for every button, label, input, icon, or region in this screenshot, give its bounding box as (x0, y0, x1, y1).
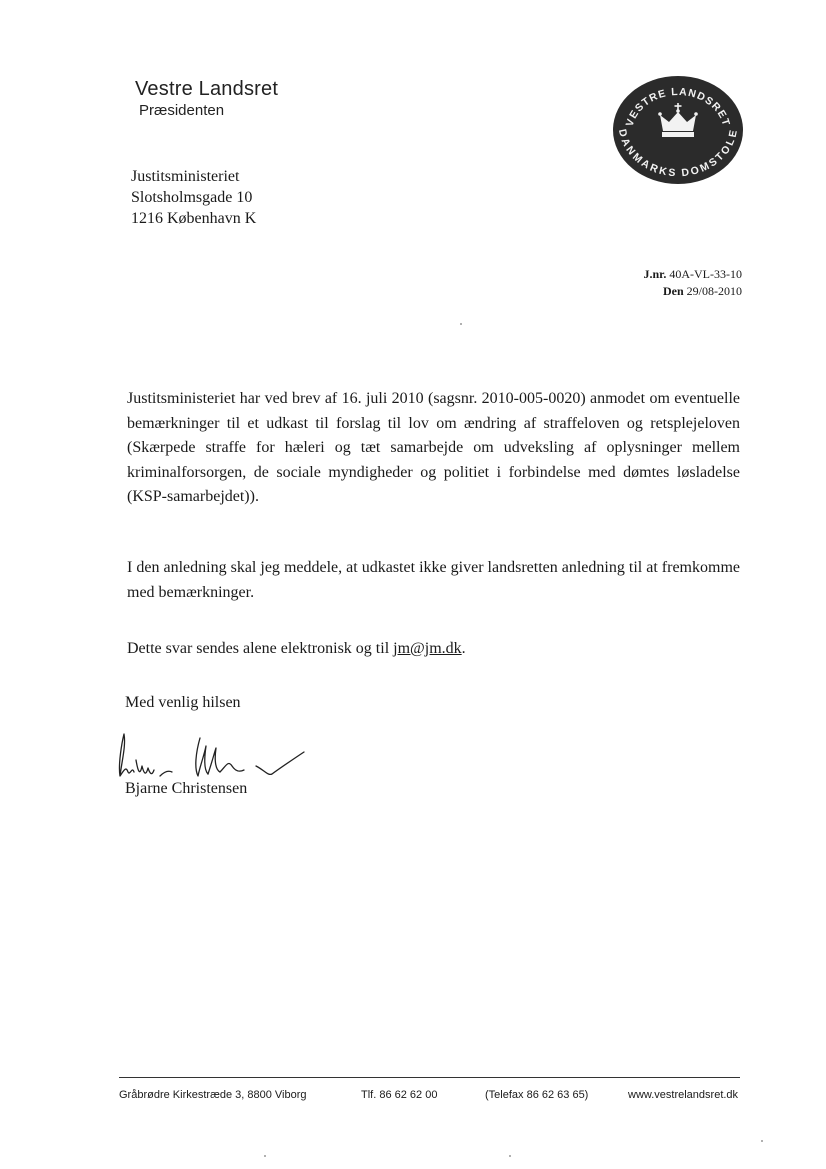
seal-bottom-text: DANMARKS DOMSTOLE (615, 128, 741, 180)
recipient-address (131, 166, 256, 229)
paragraph-3-suffix: . (461, 640, 466, 657)
paragraph-3-text: Dette svar sendes alene elektronisk og til (127, 640, 394, 657)
date-value: 29/08-2010 (686, 284, 742, 298)
footer-address: Gråbrødre Kirkestræde 3, 8800 Viborg (119, 1089, 307, 1101)
signer-name: Bjarne Christensen (125, 780, 248, 797)
footer-phone: Tlf. 86 62 62 00 (361, 1089, 438, 1101)
footer-divider (119, 1077, 740, 1078)
journal-number-label: J.nr. (643, 267, 667, 281)
closing-greeting: Med venlig hilsen (125, 694, 241, 711)
scan-speck (761, 1140, 763, 1142)
court-seal (612, 75, 744, 185)
date-label: Den (662, 284, 684, 298)
court-name: Vestre Landsret (135, 78, 279, 100)
reference-block (643, 266, 742, 300)
letter-date (643, 283, 742, 300)
recipient-city: 1216 København K (131, 210, 257, 227)
scan-speck (509, 1155, 511, 1157)
handwritten-signature (108, 726, 308, 788)
journal-number-value: 40A-VL-33-10 (669, 267, 742, 281)
body-paragraph-3 (127, 637, 740, 662)
scan-speck (460, 323, 462, 325)
body-paragraph-2: I den anledning skal jeg meddele, at udkastet ikke giver landsretten anledning til at fremkomme med bemærkninger. (127, 559, 740, 601)
email-link[interactable]: jm@jm.dk (393, 640, 462, 657)
seal-top-text: VESTRE LANDSRET (623, 85, 733, 129)
scan-speck (264, 1155, 266, 1157)
recipient-street: Slotsholmsgade 10 (131, 189, 253, 206)
footer-fax: (Telefax 86 62 63 65) (485, 1089, 589, 1101)
footer-website[interactable]: www.vestrelandsret.dk (628, 1089, 739, 1101)
journal-number (643, 266, 742, 283)
body-paragraph-1: Justitsministeriet har ved brev af 16. juli 2010 (sagsnr. 2010-005-0020) anmodet om eventuelle bemærkninger til et udkast til forslag til lov om ændring af straffeloven og retsplejeloven (Skærpede straffe for hæleri og tæt samarbejde om udveksling af oplysninger mellem kriminalforsorgen, de sociale myndigheder og politiet i forbindelse med dømtes løsladelse (KSP-samarbejdet)). (127, 390, 740, 505)
sender-title: Præsidenten (139, 102, 225, 119)
recipient-name: Justitsministeriet (131, 168, 240, 185)
